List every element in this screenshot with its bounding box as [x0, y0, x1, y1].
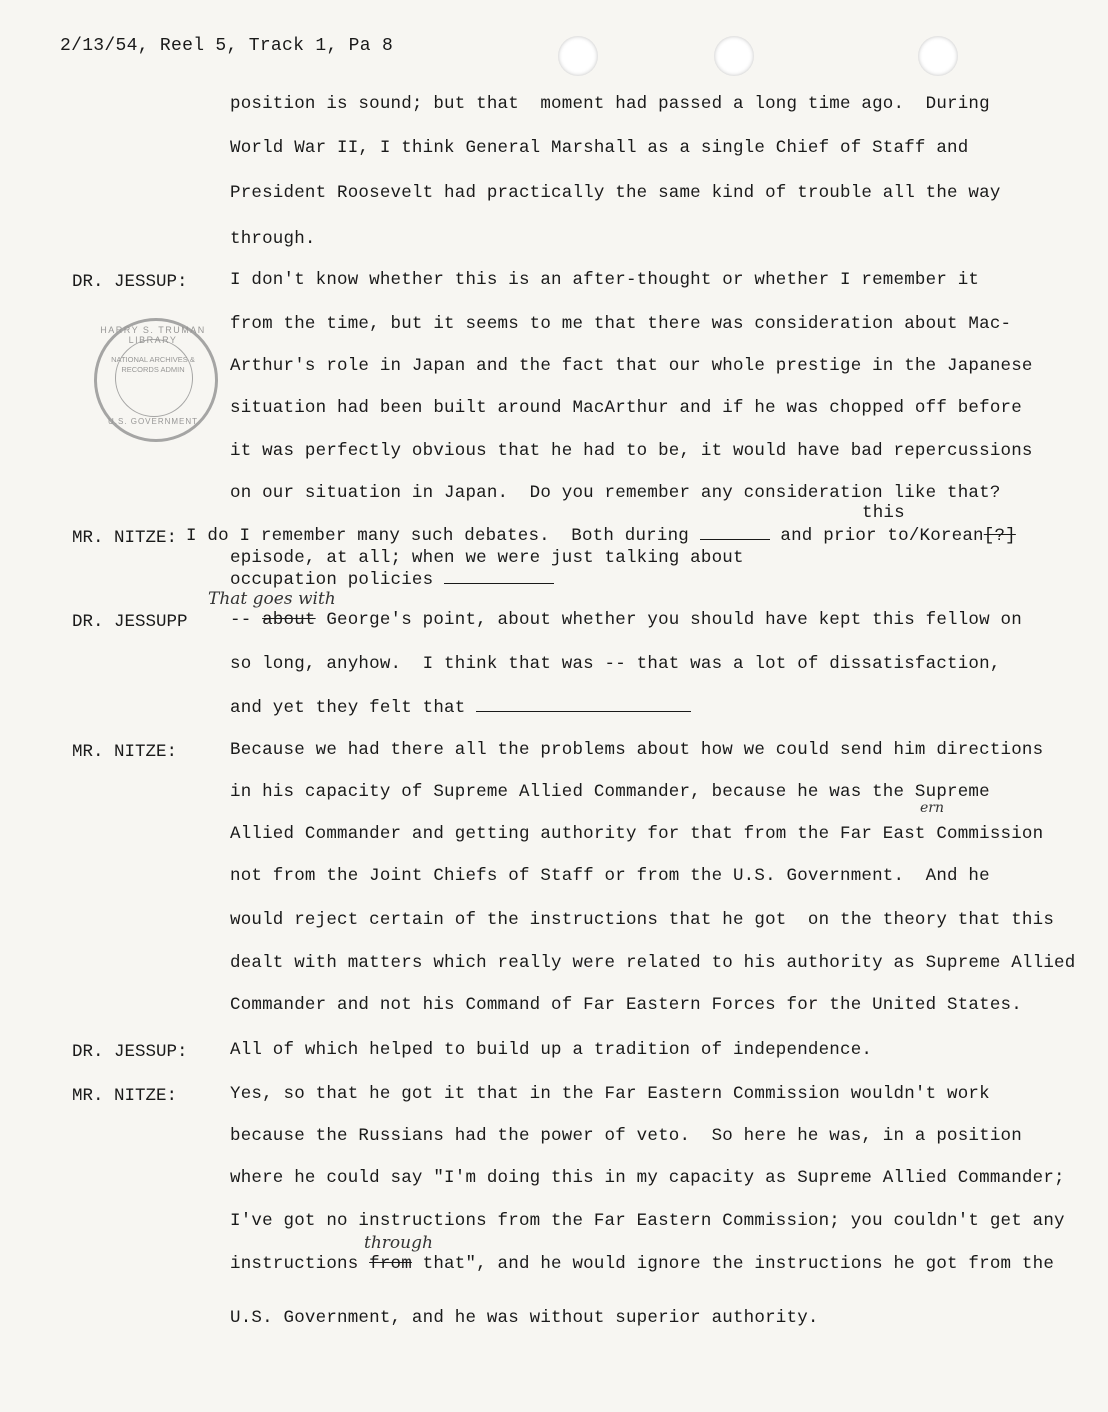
speaker-label: MR. NITZE: [72, 528, 178, 548]
archive-stamp [94, 318, 218, 442]
punch-hole [918, 36, 958, 76]
text-line: would reject certain of the instructions that he got on the theory that this [230, 910, 1055, 930]
text-line: Allied Commander and getting authority for that from the Far East Commission [230, 824, 1044, 844]
handwritten-insert: through [364, 1233, 433, 1253]
struck-text: from [369, 1254, 412, 1274]
struck-text: [?] [983, 526, 1016, 546]
text-line: Yes, so that he got it that in the Far Eastern Commission wouldn't work [230, 1084, 990, 1104]
inserted-word: this [862, 503, 905, 523]
text-fragment: and yet they felt that [230, 698, 466, 718]
text-line: episode, at all; when we were just talking about [230, 548, 744, 568]
text-line: President Roosevelt had practically the same kind of trouble all the way [230, 183, 1001, 203]
text-line [230, 610, 1022, 630]
text-line: Arthur's role in Japan and the fact that our whole prestige in the Japanese [230, 356, 1033, 376]
text-line: where he could say "I'm doing this in my capacity as Supreme Allied Commander; [230, 1168, 1065, 1188]
text-line: All of which helped to build up a tradition of independence. [230, 1040, 873, 1060]
text-line: U.S. Government, and he was without superior authority. [230, 1308, 819, 1328]
text-fragment: instructions [230, 1254, 370, 1274]
text-line: World War II, I think General Marshall as a single Chief of Staff and [230, 138, 969, 158]
punch-hole [558, 36, 598, 76]
text-line: I do I remember many such debates. Both during and prior to/Korean[?] [186, 526, 1016, 546]
stamp-center-text: NATIONAL ARCHIVES & RECORDS ADMIN [111, 355, 195, 374]
speaker-label: DR. JESSUP: [72, 1042, 188, 1062]
stamp-top-text: HARRY S. TRUMAN LIBRARY [100, 325, 206, 345]
punch-hole [714, 36, 754, 76]
stamp-inner-ring [115, 339, 193, 417]
text-line [230, 1254, 1054, 1274]
text-fragment: that", and he would ignore the instructions he got from the [411, 1254, 1055, 1274]
blank-space [444, 583, 554, 584]
text-line: from the time, but it seems to me that there was consideration about Mac- [230, 314, 1012, 334]
text-fragment: I remember many such debates. Both during [239, 526, 689, 546]
blank-space [476, 711, 691, 712]
text-line: position is sound; but that moment had passed a long time ago. During [230, 94, 990, 114]
text-line: it was perfectly obvious that he had to be, it would have bad repercussions [230, 441, 1033, 461]
text-line: not from the Joint Chiefs of Staff or from the U.S. Government. And he [230, 866, 990, 886]
speaker-label: MR. NITZE: [72, 742, 178, 762]
stamp-bottom-text: U.S. GOVERNMENT [107, 417, 199, 426]
text-line: I don't know whether this is an after-thought or whether I remember it [230, 270, 980, 290]
text-line [230, 698, 691, 718]
text-line: dealt with matters which really were related to his authority as Supreme Allied [230, 953, 1076, 973]
page-header: 2/13/54, Reel 5, Track 1, Pa 8 [60, 36, 394, 56]
text-line: Commander and not his Command of Far Eastern Forces for the United States. [230, 995, 1022, 1015]
text-fragment: occupation policies [230, 570, 434, 590]
blank-space [700, 539, 770, 540]
text-line: so long, anyhow. I think that was -- that was a lot of dissatisfaction, [230, 654, 1001, 674]
text-line [230, 570, 554, 590]
speaker-label: DR. JESSUP: [72, 272, 188, 292]
text-fragment: -- [230, 610, 263, 630]
text-line: situation had been built around MacArthur and if he was chopped off before [230, 398, 1022, 418]
text-line: in his capacity of Supreme Allied Commander, because he was the Supreme [230, 782, 990, 802]
text-fragment: Korean [919, 526, 984, 546]
speaker-label: DR. JESSUPP [72, 612, 188, 632]
text-fragment: George's point, about whether you should have kept this fellow on [315, 610, 1022, 630]
speaker-label: MR. NITZE: [72, 1086, 178, 1106]
text-line: because the Russians had the power of veto. So here he was, in a position [230, 1126, 1022, 1146]
text-line: I've got no instructions from the Far Eastern Commission; you couldn't get any [230, 1211, 1065, 1231]
text-fragment: and prior to [780, 526, 909, 546]
text-line: on our situation in Japan. Do you remember any consideration like that? [230, 483, 1001, 503]
text-line: Because we had there all the problems about how we could send him directions [230, 740, 1044, 760]
struck-text: about [262, 610, 316, 630]
text-line: through. [230, 229, 316, 249]
text-fragment: I do [186, 526, 229, 546]
handwritten-insert: ern [920, 800, 944, 816]
handwritten-note: That goes with [208, 589, 336, 609]
